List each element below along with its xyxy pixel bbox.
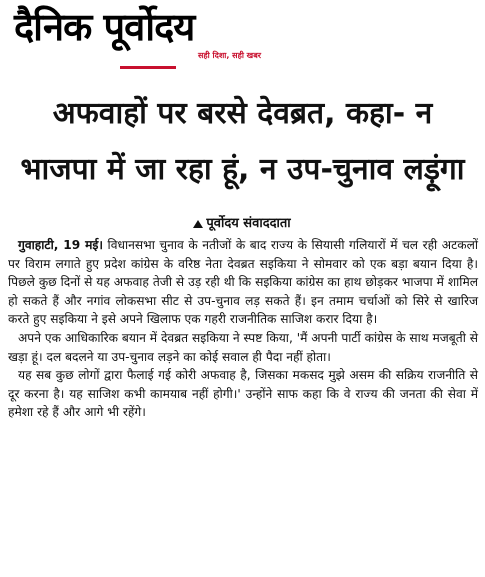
article-headline [0,86,485,198]
article-paragraph-3: यह सब कुछ लोगों द्वारा फैलाई गई कोरी अफवाह है, जिसका मकसद मुझे असम की सक्रिय राजनीति से दूर करना है। यह साजिश कभी कामयाब नहीं होगी।' उन्होंने साफ कहा कि वे राज्य की जनता की सेवा में हमेशा रहे हैं और आगे भी रहेंगे। [8,368,478,420]
article-paragraph-1 [8,236,478,329]
byline [0,214,485,234]
newspaper-tagline: सही दिशा, सही खबर [198,51,262,60]
logo-accent-bar [120,66,176,69]
headline-line-1: अफवाहों पर बरसे देवब्रत, कहा- न [52,96,433,131]
newspaper-logo: दैनिक पूर्वोदय [14,5,195,49]
byline-text: पूर्वोदय संवाददाता [206,216,291,231]
paragraph-1-text: विधानसभा चुनाव के नतीजों के बाद राज्य के सियासी गलियारों में चल रही अटकलों पर विराम लगाते हुए प्रदेश कांग्रेस के वरिष्ठ नेता देवब्रत सइकिया ने सोमवार को एक बड़ा बयान दिया है। पिछले कुछ दिनों से यह अफवाह तेजी से उड़ रही थी कि सइकिया कांग्रेस का हाथ छोड़कर भाजपा में शामिल हो सकते हैं और नगांव लोकसभा सीट से उप-चुनाव लड़ सकते हैं। इन तमाम चर्चाओं को सिरे से खारिज करते हुए सइकिया ने इसे अपने खिलाफ एक गहरी राजनीतिक साजिश करार दिया है। [8,238,478,327]
dateline: गुवाहाटी, 19 मई। [18,238,104,252]
triangle-icon [193,220,203,228]
article-body [8,236,478,422]
masthead [0,0,485,78]
headline-line-2: भाजपा में जा रहा हूं, न उप-चुनाव लड़ूंगा [20,152,465,187]
article-paragraph-2: अपने एक आधिकारिक बयान में देवब्रत सइकिया ने स्पष्ट किया, 'मैं अपनी पार्टी कांग्रेस के साथ मजबूती से खड़ा हूं। दल बदलने या उप-चुनाव लड़ने का कोई सवाल ही पैदा नहीं होता। [8,330,478,364]
